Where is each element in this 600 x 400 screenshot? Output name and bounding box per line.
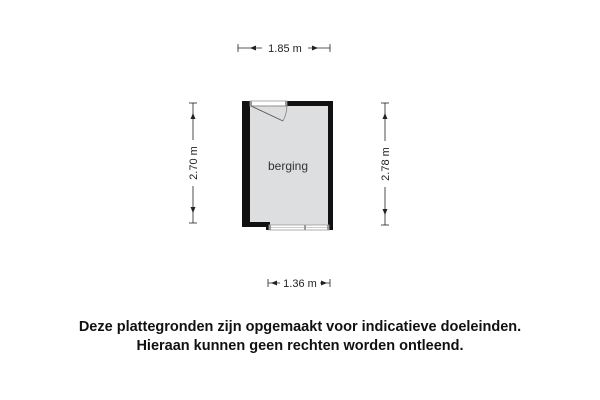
dimension-label-bottom: 1.36 m [283,278,317,290]
disclaimer-line-1: Deze plattegronden zijn opgemaakt voor indicatieve doeleinden. [78,319,522,335]
room-berging [242,101,333,230]
disclaimer-line-2: Hieraan kunnen geen rechten worden ontleend. [136,338,464,354]
dimension-left-height [186,103,200,223]
disclaimer [0,318,600,356]
room-label: berging [267,159,309,173]
dimension-label-left: 2.70 m [188,146,200,180]
dimension-bottom-width [268,276,330,290]
dimension-label-top: 1.85 m [268,43,302,55]
dimension-right-height [378,103,392,225]
bottom-window [269,225,329,230]
dimension-top-width [238,41,330,55]
dimension-label-right: 2.78 m [380,147,392,181]
